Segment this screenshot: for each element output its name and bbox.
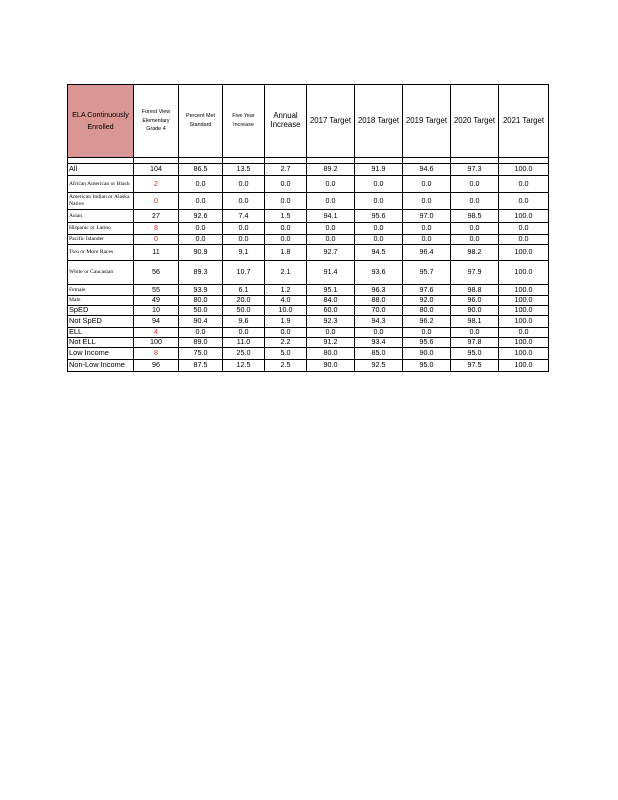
ela-targets-table [67,84,549,372]
percent-met-cell: 89.0 [179,338,223,348]
row-label: Female [68,285,134,296]
target-2019-cell: 95.0 [403,360,451,372]
header-2021-target: 2021 Target [499,85,549,158]
table-row [68,328,549,338]
target-2018-cell: 70.0 [355,306,403,316]
percent-met-cell: 92.6 [179,210,223,223]
header-row [68,85,549,158]
five-year-increase-cell: 50.0 [223,306,265,316]
target-2018-cell: 93.4 [355,338,403,348]
student-count-cell: 55 [134,285,179,296]
percent-met-cell: 80.0 [179,296,223,306]
target-2017-cell: 95.1 [307,285,355,296]
target-2021-cell: 100.0 [499,306,549,316]
percent-met-cell: 0.0 [179,328,223,338]
target-2020-cell: 97.9 [451,261,499,285]
target-2020-cell: 97.5 [451,360,499,372]
target-2019-cell: 0.0 [403,328,451,338]
header-2017-target: 2017 Target [307,85,355,158]
table-row [68,316,549,328]
target-2020-cell: 96.0 [451,296,499,306]
row-label: Hispanic or Latino [68,223,134,235]
target-2021-cell: 0.0 [499,235,549,245]
target-2019-cell: 0.0 [403,193,451,210]
target-2017-cell: 94.1 [307,210,355,223]
student-count-cell: 100 [134,338,179,348]
target-2017-cell: 92.3 [307,316,355,328]
row-label: Two or More Races [68,245,134,261]
annual-increase-cell: 0.0 [265,328,307,338]
percent-met-cell: 93.9 [179,285,223,296]
five-year-increase-cell: 9.1 [223,245,265,261]
five-year-increase-cell: 12.5 [223,360,265,372]
target-2017-cell: 80.0 [307,348,355,360]
row-label: American Indian or Alaska Native [68,193,134,210]
five-year-increase-cell: 7.4 [223,210,265,223]
student-count-cell: 104 [134,164,179,176]
header-percent-met: Percent Met Standard [179,85,223,158]
table-row [68,285,549,296]
table-row [68,193,549,210]
target-2018-cell: 91.9 [355,164,403,176]
target-2017-cell: 0.0 [307,328,355,338]
row-label: Not ELL [68,338,134,348]
header-2018-target: 2018 Target [355,85,403,158]
target-2021-cell: 100.0 [499,164,549,176]
header-annual: Annual Increase [265,85,307,158]
target-2021-cell: 100.0 [499,296,549,306]
target-2019-cell: 96.2 [403,316,451,328]
five-year-increase-cell: 9.6 [223,316,265,328]
target-2019-cell: 94.6 [403,164,451,176]
five-year-increase-cell: 0.0 [223,328,265,338]
table-row [68,164,549,176]
five-year-increase-cell: 11.0 [223,338,265,348]
target-2020-cell: 98.1 [451,316,499,328]
five-year-increase-cell: 0.0 [223,176,265,193]
percent-met-cell: 90.4 [179,316,223,328]
table-row [68,235,549,245]
target-2017-cell: 91.4 [307,261,355,285]
annual-increase-cell: 2.5 [265,360,307,372]
annual-increase-cell: 5.0 [265,348,307,360]
data-rows [68,164,549,372]
percent-met-cell: 87.5 [179,360,223,372]
target-2019-cell: 97.6 [403,285,451,296]
annual-increase-cell: 0.0 [265,176,307,193]
target-2017-cell: 0.0 [307,223,355,235]
target-2021-cell: 0.0 [499,223,549,235]
table-row [68,245,549,261]
percent-met-cell: 90.9 [179,245,223,261]
student-count-cell: 0 [134,235,179,245]
target-2018-cell: 0.0 [355,223,403,235]
row-label: Not SpED [68,316,134,328]
row-label: Non-Low Income [68,360,134,372]
student-count-cell: 49 [134,296,179,306]
row-label: ELL [68,328,134,338]
five-year-increase-cell: 0.0 [223,193,265,210]
row-label: Asian [68,210,134,223]
row-label: White or Caucasian [68,261,134,285]
student-count-cell: 11 [134,245,179,261]
percent-met-cell: 50.0 [179,306,223,316]
table-row [68,296,549,306]
target-2020-cell: 0.0 [451,193,499,210]
row-label: Male [68,296,134,306]
target-2019-cell: 80.0 [403,306,451,316]
target-2020-cell: 97.3 [451,164,499,176]
target-2018-cell: 0.0 [355,235,403,245]
target-2018-cell: 0.0 [355,193,403,210]
target-2019-cell: 95.7 [403,261,451,285]
target-2019-cell: 95.6 [403,338,451,348]
target-2018-cell: 93.6 [355,261,403,285]
student-count-cell: 8 [134,348,179,360]
annual-increase-cell: 1.5 [265,210,307,223]
student-count-cell: 2 [134,176,179,193]
target-2018-cell: 96.3 [355,285,403,296]
target-2018-cell: 0.0 [355,328,403,338]
target-2021-cell: 100.0 [499,261,549,285]
header-2020-target: 2020 Target [451,85,499,158]
target-2019-cell: 92.0 [403,296,451,306]
target-2019-cell: 0.0 [403,235,451,245]
table-row [68,338,549,348]
target-2017-cell: 84.0 [307,296,355,306]
row-label: Pacific Islander [68,235,134,245]
percent-met-cell: 0.0 [179,176,223,193]
target-2021-cell: 100.0 [499,210,549,223]
row-label: African American or Black [68,176,134,193]
student-count-cell: 94 [134,316,179,328]
target-2017-cell: 0.0 [307,176,355,193]
target-2017-cell: 90.0 [307,360,355,372]
header-five-year: Five Year Increase [223,85,265,158]
target-2018-cell: 0.0 [355,176,403,193]
target-2021-cell: 100.0 [499,360,549,372]
annual-increase-cell: 4.0 [265,296,307,306]
target-2017-cell: 91.2 [307,338,355,348]
target-2020-cell: 97.8 [451,338,499,348]
target-2018-cell: 88.0 [355,296,403,306]
percent-met-cell: 75.0 [179,348,223,360]
target-2020-cell: 0.0 [451,223,499,235]
percent-met-cell: 0.0 [179,235,223,245]
target-2018-cell: 95.6 [355,210,403,223]
student-count-cell: 27 [134,210,179,223]
target-2021-cell: 0.0 [499,328,549,338]
student-count-cell: 96 [134,360,179,372]
five-year-increase-cell: 13.5 [223,164,265,176]
target-2020-cell: 90.0 [451,306,499,316]
table-row [68,306,549,316]
annual-increase-cell: 10.0 [265,306,307,316]
target-2021-cell: 100.0 [499,245,549,261]
table-row [68,210,549,223]
target-2017-cell: 0.0 [307,235,355,245]
five-year-increase-cell: 10.7 [223,261,265,285]
annual-increase-cell: 0.0 [265,193,307,210]
target-2017-cell: 92.7 [307,245,355,261]
target-2021-cell: 100.0 [499,348,549,360]
target-2019-cell: 0.0 [403,176,451,193]
student-count-cell: 0 [134,193,179,210]
header-2019-target: 2019 Target [403,85,451,158]
student-count-cell: 8 [134,223,179,235]
target-2020-cell: 0.0 [451,176,499,193]
target-2019-cell: 96.4 [403,245,451,261]
target-2021-cell: 0.0 [499,176,549,193]
percent-met-cell: 89.3 [179,261,223,285]
target-2018-cell: 94.3 [355,316,403,328]
table-row [68,348,549,360]
student-count-cell: 4 [134,328,179,338]
row-label: Low Income [68,348,134,360]
five-year-increase-cell: 0.0 [223,235,265,245]
annual-increase-cell: 1.8 [265,245,307,261]
five-year-increase-cell: 0.0 [223,223,265,235]
target-2020-cell: 98.8 [451,285,499,296]
target-2020-cell: 95.0 [451,348,499,360]
student-count-cell: 10 [134,306,179,316]
target-2019-cell: 97.0 [403,210,451,223]
table-row [68,223,549,235]
table-row [68,360,549,372]
percent-met-cell: 0.0 [179,223,223,235]
target-2017-cell: 89.2 [307,164,355,176]
target-2018-cell: 85.0 [355,348,403,360]
target-2020-cell: 0.0 [451,328,499,338]
annual-increase-cell: 2.7 [265,164,307,176]
target-2019-cell: 90.0 [403,348,451,360]
target-2018-cell: 94.5 [355,245,403,261]
header-school-grade: Forest View Elementary Grade 4 [134,85,179,158]
target-2021-cell: 100.0 [499,316,549,328]
target-2021-cell: 0.0 [499,193,549,210]
percent-met-cell: 86.5 [179,164,223,176]
table-row [68,261,549,285]
target-2017-cell: 60.0 [307,306,355,316]
annual-increase-cell: 1.2 [265,285,307,296]
five-year-increase-cell: 20.0 [223,296,265,306]
row-label: SpED [68,306,134,316]
target-2018-cell: 92.5 [355,360,403,372]
annual-increase-cell: 1.9 [265,316,307,328]
table-row [68,176,549,193]
annual-increase-cell: 2.2 [265,338,307,348]
target-2019-cell: 0.0 [403,223,451,235]
target-2020-cell: 98.5 [451,210,499,223]
annual-increase-cell: 0.0 [265,235,307,245]
percent-met-cell: 0.0 [179,193,223,210]
student-count-cell: 56 [134,261,179,285]
annual-increase-cell: 2.1 [265,261,307,285]
target-2021-cell: 100.0 [499,285,549,296]
target-2021-cell: 100.0 [499,338,549,348]
target-2020-cell: 0.0 [451,235,499,245]
five-year-increase-cell: 6.1 [223,285,265,296]
target-2017-cell: 0.0 [307,193,355,210]
header-group: ELA Continuously Enrolled [68,85,134,158]
annual-increase-cell: 0.0 [265,223,307,235]
five-year-increase-cell: 25.0 [223,348,265,360]
row-label: All [68,164,134,176]
target-2020-cell: 98.2 [451,245,499,261]
